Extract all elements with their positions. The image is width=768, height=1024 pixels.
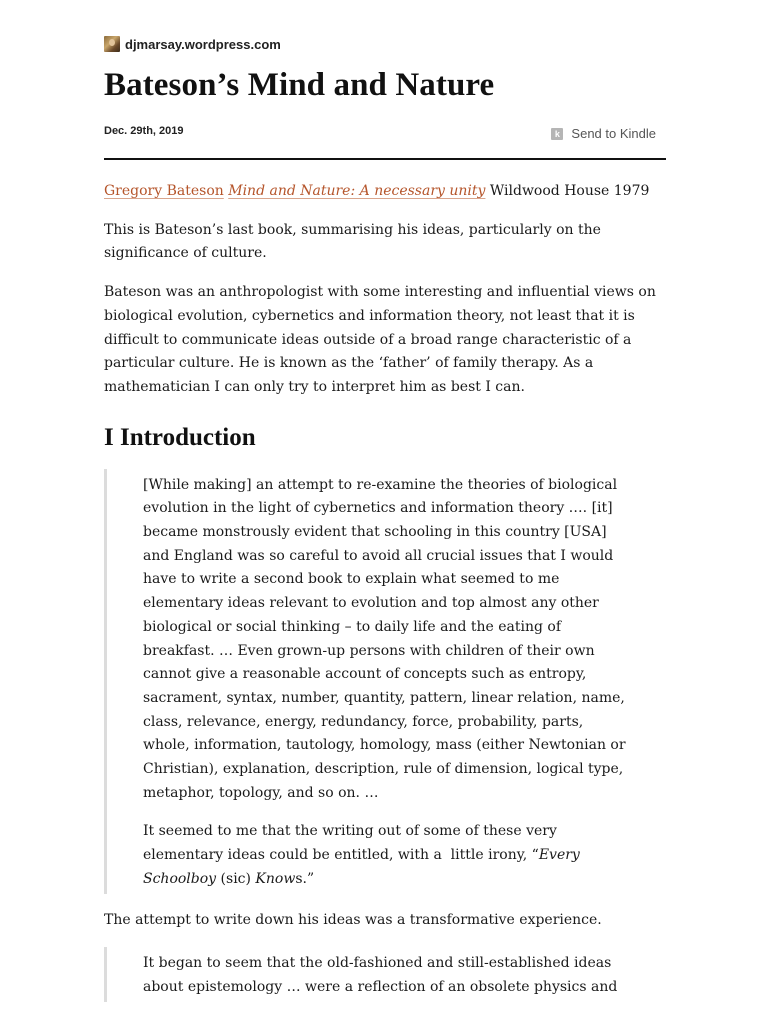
send-to-kindle-button[interactable] <box>551 126 656 141</box>
quote-text-after: s.” <box>295 870 315 887</box>
section-heading-introduction: I Introduction <box>104 423 256 451</box>
kindle-icon: k <box>551 128 563 140</box>
article-body <box>104 180 666 1002</box>
quote-emphasis-every-schoolboy: Every Schoolboy <box>143 847 580 887</box>
article-page <box>104 34 666 1017</box>
send-to-kindle-label: Send to Kindle <box>571 126 656 141</box>
quote-text-before: It seemed to me that the writing out of some of these very elementary ideas could be entitled, with a little irony, “ <box>143 823 557 864</box>
publisher-text: Wildwood House 1979 <box>485 183 650 199</box>
intro-paragraph-1: This is Bateson’s last book, summarising his ideas, particularly on the significance of culture. <box>104 221 601 262</box>
article-title: Bateson’s Mind and Nature <box>104 67 495 103</box>
blockquote-2 <box>104 947 666 1001</box>
site-header[interactable] <box>104 34 666 54</box>
site-name[interactable]: djmarsay.wordpress.com <box>125 36 281 52</box>
blockquote-1-paragraph-1: [While making] an attempt to re-examine the theories of biological evolution in the light of cybernetics and information theory …. [it] became monstrously evident that schooling in this country [USA] and England was so careful to avoid all crucial issues that I would have to write a second book to explain what seemed to me elementary ideas relevant to evolution and top almost any other biological or social thinking – to daily life and the eating of breakfast. … Even grown-up persons with children of their own cannot give a reasonable account of concepts such as entropy, sacrament, syntax, number, quantity, pattern, linear relation, name, class, relevance, energy, redundancy, force, probability, parts, whole, information, tautology, homology, mass (either Newtonian or Christian), explanation, description, rule of dimension, logical type, metaphor, topology, and so on. … <box>143 476 626 801</box>
header-divider <box>104 158 666 160</box>
blockquote-1 <box>104 469 666 894</box>
blockquote-2-paragraph-1: It began to seem that the old-fashioned and still-established ideas about epistemology … were a reflection of an obsolete physics and <box>143 955 618 995</box>
article-meta <box>104 125 666 149</box>
book-link[interactable]: Mind and Nature: A necessary unity <box>228 183 486 199</box>
citation <box>104 180 666 204</box>
paragraph-after-quote-1: The attempt to write down his ideas was a transformative experience. <box>104 911 602 928</box>
blockquote-1-paragraph-2 <box>143 820 626 891</box>
author-link[interactable]: Gregory Bateson <box>104 183 224 199</box>
intro-paragraph-2: Bateson was an anthropologist with some interesting and influential views on biological evolution, cybernetics and information theory, not least that it is difficult to communicate ideas outside of a broad range characteristic of a particular culture. He is known as the ‘father’ of family therapy. As a mathematician I can only try to interpret him as best I can. <box>104 284 656 395</box>
quote-text-middle: (sic) <box>216 870 256 887</box>
article-date: Dec. 29th, 2019 <box>104 125 184 137</box>
site-avatar-icon <box>104 36 120 52</box>
quote-emphasis-know: Know <box>255 870 296 887</box>
